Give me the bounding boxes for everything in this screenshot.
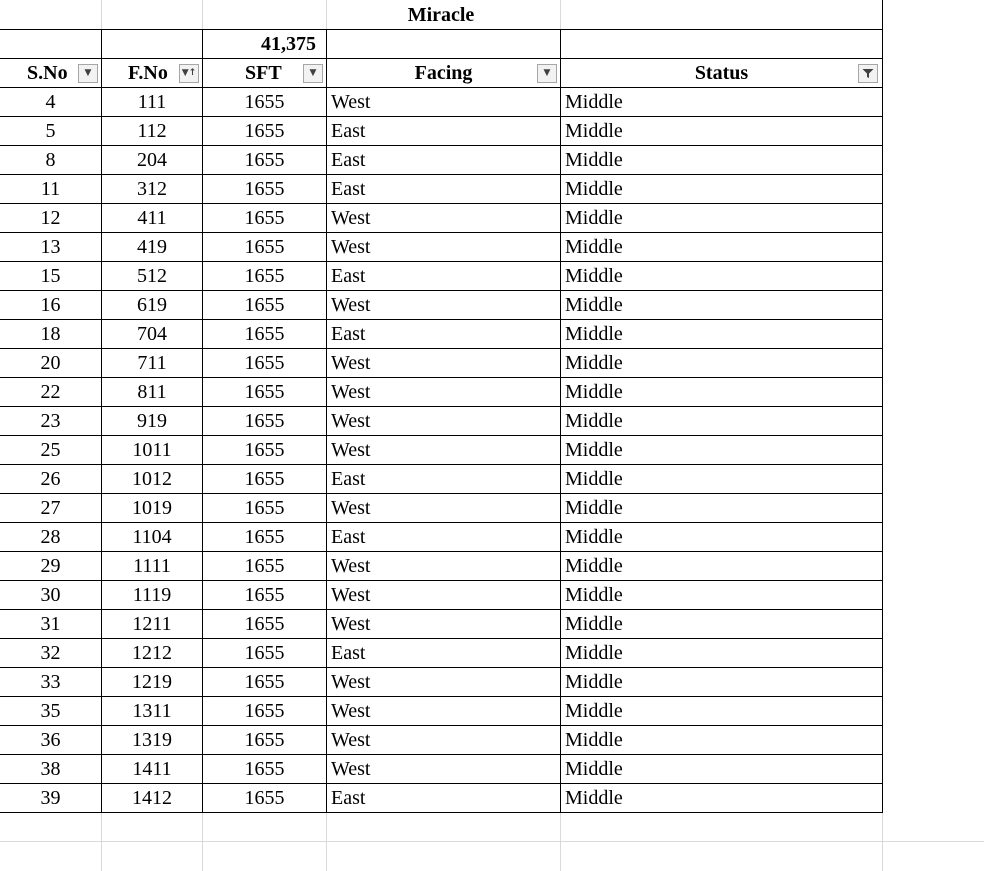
fno-cell[interactable]: 204 — [102, 146, 203, 175]
total-sft-cell[interactable]: 41,375 — [203, 30, 327, 59]
facing-cell[interactable]: East — [327, 146, 561, 175]
fno-cell[interactable]: 704 — [102, 320, 203, 349]
table-row — [0, 755, 984, 784]
status-cell[interactable]: Middle — [561, 726, 883, 755]
facing-cell[interactable]: East — [327, 262, 561, 291]
table-row — [0, 349, 984, 378]
facing-cell[interactable]: West — [327, 610, 561, 639]
sft-cell[interactable]: 1655 — [203, 610, 327, 639]
status-cell[interactable]: Middle — [561, 291, 883, 320]
status-cell[interactable]: Middle — [561, 204, 883, 233]
table-row — [0, 436, 984, 465]
sft-cell[interactable]: 1655 — [203, 146, 327, 175]
fno-cell[interactable]: 1104 — [102, 523, 203, 552]
facing-cell[interactable]: West — [327, 494, 561, 523]
sno-cell[interactable]: 36 — [0, 726, 102, 755]
sft-cell[interactable]: 1655 — [203, 697, 327, 726]
status-cell[interactable]: Middle — [561, 146, 883, 175]
sno-cell[interactable]: 30 — [0, 581, 102, 610]
table-row — [0, 117, 984, 146]
table-row — [0, 88, 984, 117]
table-row — [0, 581, 984, 610]
fno-cell[interactable]: 112 — [102, 117, 203, 146]
table-row — [0, 175, 984, 204]
sft-cell[interactable]: 1655 — [203, 349, 327, 378]
sno-cell[interactable]: 23 — [0, 407, 102, 436]
fno-cell[interactable]: 1119 — [102, 581, 203, 610]
fno-cell[interactable]: 619 — [102, 291, 203, 320]
fno-cell[interactable]: 111 — [102, 88, 203, 117]
header-sno-label: S.No — [27, 62, 68, 84]
sno-cell[interactable]: 38 — [0, 755, 102, 784]
sno-cell[interactable]: 25 — [0, 436, 102, 465]
header-row — [0, 59, 984, 88]
sno-cell[interactable]: 32 — [0, 639, 102, 668]
fno-cell[interactable]: 1012 — [102, 465, 203, 494]
sft-cell[interactable]: 1655 — [203, 291, 327, 320]
header-sft-label: SFT — [245, 62, 282, 84]
facing-cell[interactable]: East — [327, 175, 561, 204]
sft-cell[interactable]: 1655 — [203, 668, 327, 697]
facing-cell[interactable]: West — [327, 88, 561, 117]
status-cell[interactable]: Middle — [561, 755, 883, 784]
status-cell[interactable]: Middle — [561, 407, 883, 436]
table-row — [0, 784, 984, 813]
sft-cell[interactable]: 1655 — [203, 581, 327, 610]
status-cell[interactable]: Middle — [561, 349, 883, 378]
sft-cell[interactable]: 1655 — [203, 784, 327, 813]
status-cell[interactable]: Middle — [561, 697, 883, 726]
sno-cell[interactable]: 15 — [0, 262, 102, 291]
sft-cell[interactable]: 1655 — [203, 117, 327, 146]
facing-cell[interactable]: West — [327, 552, 561, 581]
facing-cell[interactable]: East — [327, 320, 561, 349]
table-row — [0, 523, 984, 552]
dropdown-arrow-icon[interactable]: ▼ — [303, 64, 323, 83]
fno-cell[interactable]: 1212 — [102, 639, 203, 668]
table-row — [0, 291, 984, 320]
facing-cell[interactable]: East — [327, 639, 561, 668]
facing-cell[interactable]: East — [327, 784, 561, 813]
sft-cell[interactable]: 1655 — [203, 755, 327, 784]
empty-cell[interactable] — [102, 30, 203, 59]
table-row — [0, 146, 984, 175]
status-cell[interactable]: Middle — [561, 668, 883, 697]
sft-cell[interactable]: 1655 — [203, 523, 327, 552]
sft-cell[interactable]: 1655 — [203, 552, 327, 581]
fno-cell[interactable]: 512 — [102, 262, 203, 291]
sft-cell[interactable]: 1655 — [203, 726, 327, 755]
fno-cell[interactable]: 1411 — [102, 755, 203, 784]
table-row — [0, 697, 984, 726]
facing-cell[interactable]: West — [327, 407, 561, 436]
table-row — [0, 320, 984, 349]
sort-ascending-icon[interactable]: ▼↑ — [179, 64, 199, 83]
status-cell[interactable]: Middle — [561, 378, 883, 407]
header-sft[interactable] — [203, 59, 327, 88]
fno-cell[interactable]: 1412 — [102, 784, 203, 813]
sft-cell[interactable]: 1655 — [203, 233, 327, 262]
fno-cell[interactable]: 1019 — [102, 494, 203, 523]
status-cell[interactable]: Middle — [561, 552, 883, 581]
fno-cell[interactable]: 1311 — [102, 697, 203, 726]
sheet-title[interactable]: Miracle — [0, 0, 883, 30]
facing-cell[interactable]: East — [327, 117, 561, 146]
status-cell[interactable]: Middle — [561, 175, 883, 204]
dropdown-arrow-icon[interactable]: ▼ — [537, 64, 557, 83]
sno-cell[interactable]: 35 — [0, 697, 102, 726]
filter-funnel-glyph — [862, 68, 874, 79]
sno-cell[interactable]: 16 — [0, 291, 102, 320]
table-row — [0, 465, 984, 494]
table-row — [0, 262, 984, 291]
sno-cell[interactable]: 31 — [0, 610, 102, 639]
sft-cell[interactable]: 1655 — [203, 436, 327, 465]
dropdown-arrow-icon[interactable]: ▼ — [78, 64, 98, 83]
sno-cell[interactable]: 12 — [0, 204, 102, 233]
table-row — [0, 378, 984, 407]
facing-cell[interactable]: West — [327, 755, 561, 784]
table-row — [0, 233, 984, 262]
sno-cell[interactable]: 4 — [0, 88, 102, 117]
fno-cell[interactable]: 1211 — [102, 610, 203, 639]
sno-cell[interactable]: 11 — [0, 175, 102, 204]
table-row — [0, 552, 984, 581]
facing-cell[interactable]: West — [327, 291, 561, 320]
empty-cell[interactable] — [0, 30, 102, 59]
fno-cell[interactable]: 1111 — [102, 552, 203, 581]
status-cell[interactable]: Middle — [561, 523, 883, 552]
table-row — [0, 639, 984, 668]
fno-cell[interactable]: 419 — [102, 233, 203, 262]
table-row — [0, 407, 984, 436]
facing-cell[interactable]: West — [327, 378, 561, 407]
facing-cell[interactable]: East — [327, 523, 561, 552]
table-row — [0, 668, 984, 697]
sft-cell[interactable]: 1655 — [203, 494, 327, 523]
sno-cell[interactable]: 33 — [0, 668, 102, 697]
status-cell[interactable]: Middle — [561, 117, 883, 146]
sft-cell[interactable]: 1655 — [203, 204, 327, 233]
empty-cell[interactable] — [561, 30, 883, 59]
sft-cell[interactable]: 1655 — [203, 407, 327, 436]
sno-cell[interactable]: 13 — [0, 233, 102, 262]
status-cell[interactable]: Middle — [561, 784, 883, 813]
sft-cell[interactable]: 1655 — [203, 175, 327, 204]
header-status-label: Status — [694, 62, 749, 84]
sno-cell[interactable]: 5 — [0, 117, 102, 146]
sno-cell[interactable]: 26 — [0, 465, 102, 494]
status-cell[interactable]: Middle — [561, 436, 883, 465]
status-cell[interactable]: Middle — [561, 610, 883, 639]
fno-cell[interactable]: 1319 — [102, 726, 203, 755]
fno-cell[interactable]: 1219 — [102, 668, 203, 697]
sft-cell[interactable]: 1655 — [203, 88, 327, 117]
status-cell[interactable]: Middle — [561, 581, 883, 610]
status-cell[interactable]: Middle — [561, 262, 883, 291]
header-status[interactable] — [561, 59, 883, 88]
empty-cell[interactable] — [327, 30, 561, 59]
fno-cell[interactable]: 919 — [102, 407, 203, 436]
fno-cell[interactable]: 811 — [102, 378, 203, 407]
header-fno-label: F.No — [128, 62, 168, 84]
table-row — [0, 494, 984, 523]
sno-cell[interactable]: 27 — [0, 494, 102, 523]
status-cell[interactable]: Middle — [561, 320, 883, 349]
fno-cell[interactable]: 411 — [102, 204, 203, 233]
facing-cell[interactable]: West — [327, 668, 561, 697]
table-row — [0, 726, 984, 755]
facing-cell[interactable]: West — [327, 349, 561, 378]
gridline — [0, 841, 984, 842]
status-cell[interactable]: Middle — [561, 88, 883, 117]
facing-cell[interactable]: East — [327, 465, 561, 494]
table-row — [0, 610, 984, 639]
header-fno[interactable] — [102, 59, 203, 88]
filter-funnel-icon[interactable] — [858, 64, 878, 83]
status-cell[interactable]: Middle — [561, 494, 883, 523]
facing-cell[interactable]: West — [327, 233, 561, 262]
sft-cell[interactable]: 1655 — [203, 378, 327, 407]
status-cell[interactable]: Middle — [561, 639, 883, 668]
status-cell[interactable]: Middle — [561, 233, 883, 262]
sno-cell[interactable]: 22 — [0, 378, 102, 407]
status-cell[interactable]: Middle — [561, 465, 883, 494]
sno-cell[interactable]: 29 — [0, 552, 102, 581]
sft-cell[interactable]: 1655 — [203, 262, 327, 291]
facing-cell[interactable]: West — [327, 436, 561, 465]
fno-cell[interactable]: 1011 — [102, 436, 203, 465]
facing-cell[interactable]: West — [327, 697, 561, 726]
total-row — [0, 30, 984, 59]
sft-cell[interactable]: 1655 — [203, 320, 327, 349]
header-facing[interactable] — [327, 59, 561, 88]
sno-cell[interactable]: 18 — [0, 320, 102, 349]
sno-cell[interactable]: 8 — [0, 146, 102, 175]
fno-cell[interactable]: 711 — [102, 349, 203, 378]
fno-cell[interactable]: 312 — [102, 175, 203, 204]
sno-cell[interactable]: 28 — [0, 523, 102, 552]
sft-cell[interactable]: 1655 — [203, 465, 327, 494]
sno-cell[interactable]: 39 — [0, 784, 102, 813]
table-row — [0, 204, 984, 233]
facing-cell[interactable]: West — [327, 204, 561, 233]
facing-cell[interactable]: West — [327, 726, 561, 755]
sno-cell[interactable]: 20 — [0, 349, 102, 378]
header-facing-label: Facing — [414, 62, 473, 84]
header-sno[interactable] — [0, 59, 102, 88]
facing-cell[interactable]: West — [327, 581, 561, 610]
sft-cell[interactable]: 1655 — [203, 639, 327, 668]
